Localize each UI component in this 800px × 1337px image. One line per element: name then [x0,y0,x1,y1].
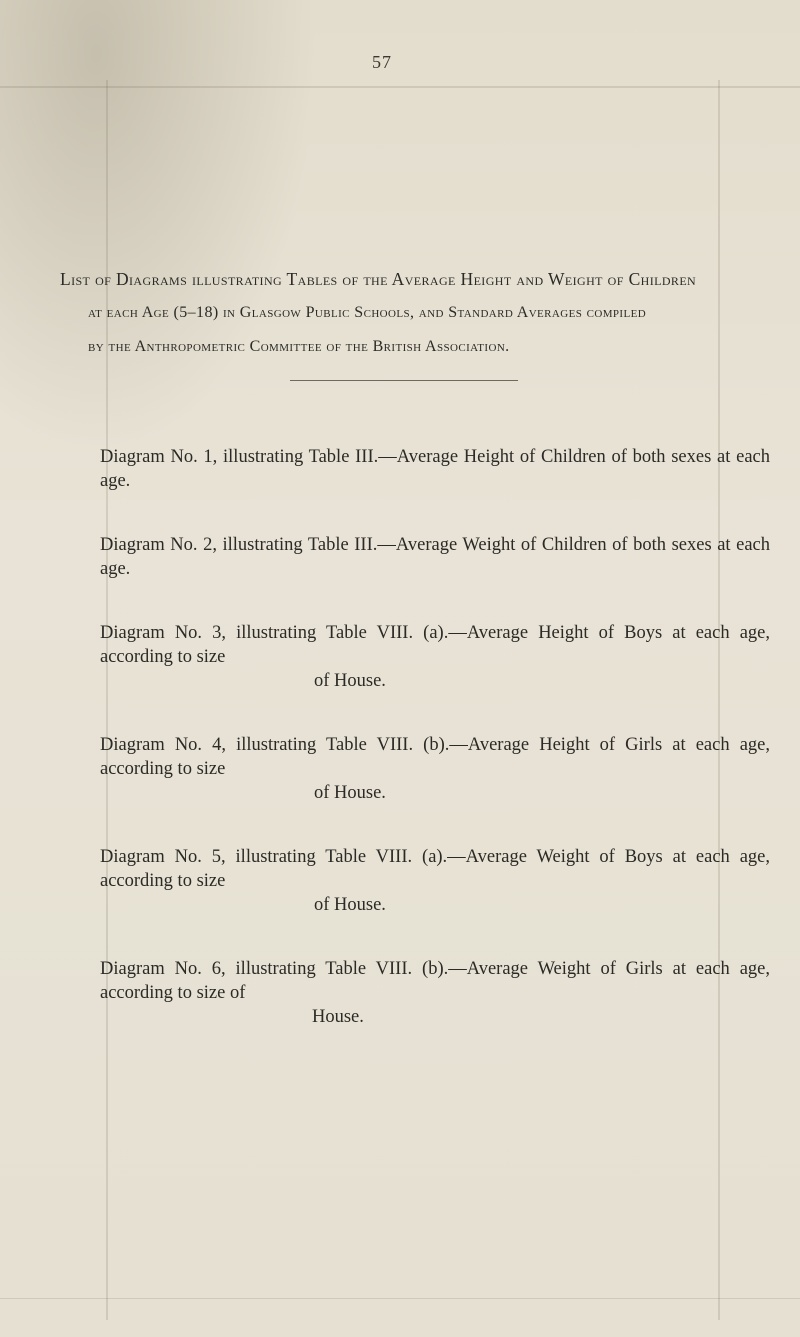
heading-prefix: List of [60,269,112,289]
heading-title: Diagrams illustrating Tables of the Average Height and Weight of Children [116,269,697,289]
page-number: 57 [372,52,392,72]
list-item [100,533,770,581]
diagram-entry-text: Diagram No. 6, illustrating Table VIII. (b).—Average Weight of Girls at each age, according to size of [100,959,770,1003]
diagram-list [100,445,770,1069]
list-item [100,445,770,493]
diagram-entry-continuation: House. [312,1007,364,1027]
diagram-entry-continuation: of House. [314,895,386,915]
diagram-entry-continuation: of House. [314,783,386,803]
diagram-entry-text: Diagram No. 5, illustrating Table VIII. (a).—Average Weight of Boys at each age, according to size [100,847,770,891]
list-item [100,845,770,917]
show-through-rule [0,86,800,88]
diagram-entry-text: Diagram No. 2, illustrating Table III.—Average Weight of Children of both sexes at each age. [100,535,770,579]
heading-line-3: by the Anthropometric Committee of the British Association. [88,338,510,355]
list-heading [60,262,765,364]
heading-divider [290,380,518,381]
diagram-entry-text: Diagram No. 3, illustrating Table VIII. (a).—Average Height of Boys at each age, according to size [100,623,770,667]
list-item [100,957,770,1029]
heading-line-2: at each Age (5–18) in Glasgow Public Schools, and Standard Averages compiled [88,304,647,321]
list-item [100,733,770,805]
show-through-rule [0,1298,800,1299]
list-item [100,621,770,693]
diagram-entry-continuation: of House. [314,671,386,691]
diagram-entry-text: Diagram No. 1, illustrating Table III.—Average Height of Children of both sexes at each age. [100,447,770,491]
diagram-entry-text: Diagram No. 4, illustrating Table VIII. (b).—Average Height of Girls at each age, according to size [100,735,770,779]
heading-line-1 [60,262,765,296]
